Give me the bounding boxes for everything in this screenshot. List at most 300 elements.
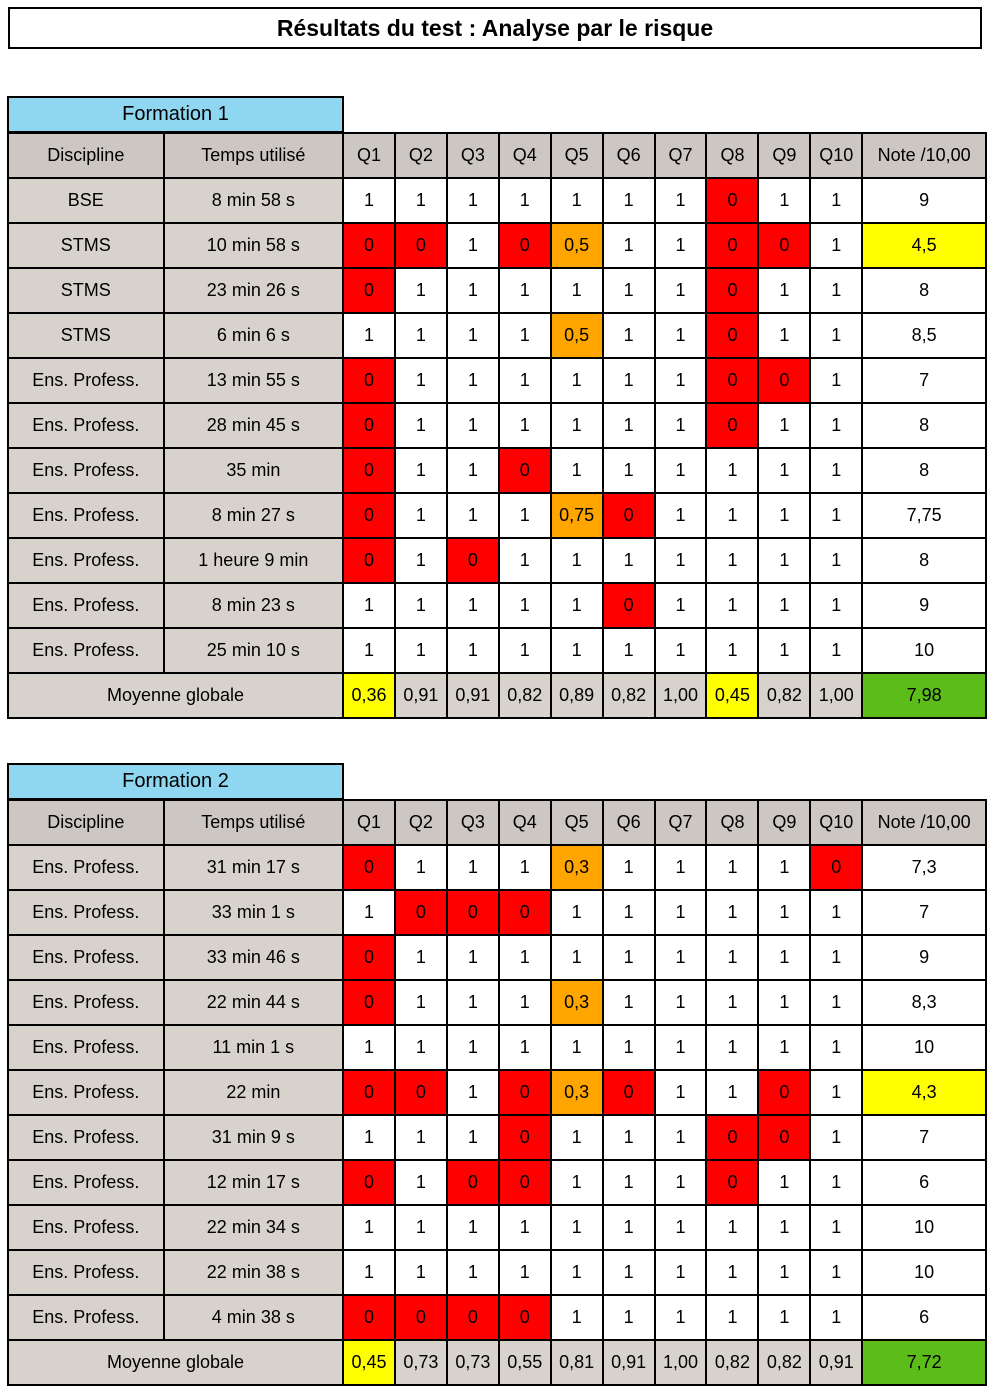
score-cell: 1: [758, 448, 810, 493]
score-cell: 1: [447, 1070, 499, 1115]
note-cell: 10: [862, 1205, 986, 1250]
score-cell: 0: [343, 358, 395, 403]
average-row: [8, 1340, 986, 1385]
table-row: [8, 628, 986, 673]
score-cell: 1: [343, 583, 395, 628]
score-cell: 1: [499, 178, 551, 223]
discipline-cell: STMS: [8, 223, 164, 268]
table-row: [8, 538, 986, 583]
average-value: 0,82: [603, 673, 655, 718]
score-cell: 1: [447, 845, 499, 890]
score-cell: 1: [810, 1295, 862, 1340]
table-row: [8, 890, 986, 935]
discipline-cell: Ens. Profess.: [8, 538, 164, 583]
score-cell: 0: [395, 890, 447, 935]
score-cell: 1: [551, 1115, 603, 1160]
score-cell: 1: [706, 845, 758, 890]
formation-label: Formation 2: [7, 763, 344, 800]
score-cell: 1: [447, 980, 499, 1025]
table-row: [8, 223, 986, 268]
note-cell: 10: [862, 1025, 986, 1070]
score-cell: 1: [447, 223, 499, 268]
table-row: [8, 493, 986, 538]
discipline-cell: STMS: [8, 268, 164, 313]
table-row: [8, 1070, 986, 1115]
average-label: Moyenne globale: [8, 673, 343, 718]
score-cell: 1: [810, 448, 862, 493]
column-header: Q5: [551, 133, 603, 178]
score-cell: 1: [603, 1250, 655, 1295]
score-cell: 1: [603, 628, 655, 673]
score-cell: 1: [551, 1205, 603, 1250]
score-cell: 1: [655, 980, 707, 1025]
score-cell: 1: [447, 268, 499, 313]
score-cell: 0: [706, 358, 758, 403]
score-cell: 1: [655, 1070, 707, 1115]
score-cell: 1: [447, 448, 499, 493]
score-cell: 1: [810, 1115, 862, 1160]
average-value: 1,00: [655, 1340, 707, 1385]
score-cell: 1: [810, 583, 862, 628]
time-cell: 8 min 23 s: [164, 583, 343, 628]
score-cell: 0: [758, 358, 810, 403]
score-cell: 1: [343, 313, 395, 358]
score-cell: 0: [447, 1160, 499, 1205]
score-cell: 0: [343, 223, 395, 268]
score-cell: 1: [655, 493, 707, 538]
score-cell: 1: [706, 583, 758, 628]
score-cell: 0: [706, 313, 758, 358]
time-cell: 33 min 1 s: [164, 890, 343, 935]
score-cell: 1: [810, 268, 862, 313]
note-cell: 8,5: [862, 313, 986, 358]
score-cell: 1: [758, 1250, 810, 1295]
score-cell: 0: [499, 1070, 551, 1115]
note-cell: 8,3: [862, 980, 986, 1025]
score-cell: 0: [395, 1070, 447, 1115]
discipline-cell: Ens. Profess.: [8, 890, 164, 935]
score-cell: 0: [343, 935, 395, 980]
score-cell: 1: [551, 935, 603, 980]
score-cell: 1: [758, 980, 810, 1025]
score-cell: 1: [655, 583, 707, 628]
score-cell: 0: [395, 223, 447, 268]
score-cell: 0,75: [551, 493, 603, 538]
results-table: [7, 799, 987, 1386]
table-row: [8, 1295, 986, 1340]
score-cell: 1: [499, 313, 551, 358]
table-row: [8, 358, 986, 403]
score-cell: 1: [810, 493, 862, 538]
score-cell: 1: [706, 1025, 758, 1070]
score-cell: 1: [395, 1025, 447, 1070]
average-value: 0,73: [395, 1340, 447, 1385]
note-cell: 8: [862, 268, 986, 313]
note-cell: 8: [862, 403, 986, 448]
note-cell: 7,3: [862, 845, 986, 890]
score-cell: 1: [655, 1250, 707, 1295]
column-header: Temps utilisé: [164, 133, 343, 178]
score-cell: 0: [706, 1160, 758, 1205]
score-cell: 1: [395, 935, 447, 980]
score-cell: 1: [758, 1295, 810, 1340]
score-cell: 1: [447, 1025, 499, 1070]
note-cell: 10: [862, 1250, 986, 1295]
score-cell: 1: [655, 628, 707, 673]
column-header: Discipline: [8, 133, 164, 178]
discipline-cell: Ens. Profess.: [8, 845, 164, 890]
score-cell: 1: [810, 313, 862, 358]
score-cell: 1: [706, 935, 758, 980]
score-cell: 1: [603, 178, 655, 223]
score-cell: 1: [499, 845, 551, 890]
score-cell: 1: [758, 583, 810, 628]
column-header: Q6: [603, 800, 655, 845]
discipline-cell: Ens. Profess.: [8, 980, 164, 1025]
score-cell: 1: [758, 1025, 810, 1070]
score-cell: 1: [603, 935, 655, 980]
score-cell: 1: [706, 980, 758, 1025]
time-cell: 25 min 10 s: [164, 628, 343, 673]
table-row: [8, 980, 986, 1025]
score-cell: 1: [758, 268, 810, 313]
table-row: [8, 1115, 986, 1160]
note-cell: 6: [862, 1160, 986, 1205]
score-cell: 1: [343, 1205, 395, 1250]
score-cell: 1: [655, 223, 707, 268]
score-cell: 1: [447, 313, 499, 358]
column-header: Q9: [758, 133, 810, 178]
time-cell: 31 min 17 s: [164, 845, 343, 890]
time-cell: 33 min 46 s: [164, 935, 343, 980]
discipline-cell: BSE: [8, 178, 164, 223]
time-cell: 13 min 55 s: [164, 358, 343, 403]
discipline-cell: Ens. Profess.: [8, 358, 164, 403]
score-cell: 0: [499, 1160, 551, 1205]
score-cell: 1: [603, 1160, 655, 1205]
note-cell: 7: [862, 1115, 986, 1160]
average-note: 7,72: [862, 1340, 986, 1385]
average-value: 0,81: [551, 1340, 603, 1385]
column-header: Discipline: [8, 800, 164, 845]
discipline-cell: Ens. Profess.: [8, 1250, 164, 1295]
results-table: [7, 132, 987, 719]
score-cell: 0: [810, 845, 862, 890]
time-cell: 11 min 1 s: [164, 1025, 343, 1070]
score-cell: 1: [706, 1295, 758, 1340]
average-note: 7,98: [862, 673, 986, 718]
score-cell: 0: [706, 1115, 758, 1160]
score-cell: 1: [343, 628, 395, 673]
average-value: 0,45: [343, 1340, 395, 1385]
average-value: 0,82: [758, 1340, 810, 1385]
score-cell: 1: [758, 1160, 810, 1205]
score-cell: 1: [603, 448, 655, 493]
score-cell: 0: [343, 1295, 395, 1340]
column-header: Q7: [655, 800, 707, 845]
discipline-cell: Ens. Profess.: [8, 1295, 164, 1340]
note-cell: 9: [862, 583, 986, 628]
score-cell: 1: [706, 628, 758, 673]
discipline-cell: Ens. Profess.: [8, 1160, 164, 1205]
score-cell: 1: [499, 1250, 551, 1295]
score-cell: 1: [447, 178, 499, 223]
score-cell: 0: [343, 403, 395, 448]
column-header: Q5: [551, 800, 603, 845]
score-cell: 1: [655, 1160, 707, 1205]
column-header: Note /10,00: [862, 133, 986, 178]
score-cell: 1: [447, 1115, 499, 1160]
score-cell: 1: [395, 313, 447, 358]
score-cell: 0: [395, 1295, 447, 1340]
score-cell: 1: [758, 845, 810, 890]
average-value: 0,89: [551, 673, 603, 718]
score-cell: 0: [343, 1160, 395, 1205]
score-cell: 1: [655, 358, 707, 403]
table-row: [8, 448, 986, 493]
score-cell: 1: [603, 1205, 655, 1250]
score-cell: 0: [603, 493, 655, 538]
note-cell: 7: [862, 890, 986, 935]
score-cell: 0: [343, 538, 395, 583]
table-row: [8, 845, 986, 890]
column-header: Q1: [343, 800, 395, 845]
header-row: [8, 800, 986, 845]
table-row: [8, 1250, 986, 1295]
score-cell: 1: [810, 980, 862, 1025]
discipline-cell: Ens. Profess.: [8, 403, 164, 448]
column-header: Q8: [706, 800, 758, 845]
time-cell: 23 min 26 s: [164, 268, 343, 313]
score-cell: 1: [603, 358, 655, 403]
discipline-cell: Ens. Profess.: [8, 1070, 164, 1115]
average-value: 0,91: [810, 1340, 862, 1385]
score-cell: 1: [603, 845, 655, 890]
column-header: Q2: [395, 133, 447, 178]
score-cell: 1: [603, 268, 655, 313]
time-cell: 35 min: [164, 448, 343, 493]
average-value: 0,91: [395, 673, 447, 718]
note-cell: 9: [862, 935, 986, 980]
score-cell: 1: [395, 1160, 447, 1205]
score-cell: 1: [551, 890, 603, 935]
score-cell: 0: [758, 1070, 810, 1115]
score-cell: 1: [655, 538, 707, 583]
score-cell: 0: [447, 890, 499, 935]
average-value: 0,55: [499, 1340, 551, 1385]
score-cell: 1: [395, 493, 447, 538]
note-cell: 7,75: [862, 493, 986, 538]
score-cell: 0: [499, 1295, 551, 1340]
score-cell: 1: [655, 935, 707, 980]
score-cell: 1: [706, 1250, 758, 1295]
column-header: Q6: [603, 133, 655, 178]
score-cell: 1: [810, 178, 862, 223]
score-cell: 1: [655, 1025, 707, 1070]
note-cell: 6: [862, 1295, 986, 1340]
score-cell: 0,3: [551, 980, 603, 1025]
score-cell: 1: [758, 890, 810, 935]
average-value: 0,45: [706, 673, 758, 718]
score-cell: 1: [499, 268, 551, 313]
score-cell: 0: [499, 223, 551, 268]
score-cell: 1: [499, 358, 551, 403]
score-cell: 1: [603, 1115, 655, 1160]
score-cell: 1: [395, 448, 447, 493]
score-cell: 1: [499, 493, 551, 538]
average-value: 0,36: [343, 673, 395, 718]
score-cell: 1: [551, 448, 603, 493]
score-cell: 1: [655, 845, 707, 890]
score-cell: 1: [343, 1250, 395, 1295]
header-row: [8, 133, 986, 178]
discipline-cell: STMS: [8, 313, 164, 358]
score-cell: 1: [395, 628, 447, 673]
score-cell: 1: [551, 268, 603, 313]
score-cell: 1: [810, 403, 862, 448]
score-cell: 1: [758, 403, 810, 448]
time-cell: 1 heure 9 min: [164, 538, 343, 583]
time-cell: 22 min 34 s: [164, 1205, 343, 1250]
score-cell: 1: [603, 538, 655, 583]
score-cell: 1: [706, 538, 758, 583]
score-cell: 0: [343, 448, 395, 493]
score-cell: 0: [499, 1115, 551, 1160]
score-cell: 1: [447, 403, 499, 448]
table-row: [8, 268, 986, 313]
score-cell: 1: [447, 493, 499, 538]
score-cell: 1: [395, 1205, 447, 1250]
score-cell: 1: [447, 358, 499, 403]
score-cell: 1: [655, 313, 707, 358]
column-header: Q3: [447, 800, 499, 845]
table-row: [8, 178, 986, 223]
score-cell: 0: [447, 538, 499, 583]
score-cell: 1: [395, 845, 447, 890]
score-cell: 1: [810, 1025, 862, 1070]
score-cell: 1: [810, 628, 862, 673]
score-cell: 1: [810, 935, 862, 980]
score-cell: 1: [810, 358, 862, 403]
column-header: Q7: [655, 133, 707, 178]
time-cell: 8 min 27 s: [164, 493, 343, 538]
score-cell: 1: [758, 493, 810, 538]
note-cell: 8: [862, 448, 986, 493]
score-cell: 0: [758, 1115, 810, 1160]
score-cell: 1: [395, 358, 447, 403]
score-cell: 1: [499, 538, 551, 583]
score-cell: 1: [447, 583, 499, 628]
score-cell: 1: [551, 1250, 603, 1295]
time-cell: 10 min 58 s: [164, 223, 343, 268]
average-row: [8, 673, 986, 718]
table-row: [8, 935, 986, 980]
average-value: 0,82: [758, 673, 810, 718]
score-cell: 1: [810, 890, 862, 935]
score-cell: 1: [758, 1205, 810, 1250]
time-cell: 12 min 17 s: [164, 1160, 343, 1205]
discipline-cell: Ens. Profess.: [8, 1115, 164, 1160]
score-cell: 0: [706, 223, 758, 268]
column-header: Q2: [395, 800, 447, 845]
column-header: Q1: [343, 133, 395, 178]
score-cell: 1: [758, 313, 810, 358]
score-cell: 1: [810, 1250, 862, 1295]
page-title: Résultats du test : Analyse par le risque: [8, 7, 982, 49]
score-cell: 1: [603, 1025, 655, 1070]
score-cell: 1: [655, 1295, 707, 1340]
average-value: 0,82: [706, 1340, 758, 1385]
score-cell: 1: [551, 628, 603, 673]
score-cell: 0: [758, 223, 810, 268]
score-cell: 1: [551, 1025, 603, 1070]
score-cell: 1: [551, 583, 603, 628]
formation-1-section: [7, 96, 987, 721]
column-header: Note /10,00: [862, 800, 986, 845]
score-cell: 1: [706, 448, 758, 493]
formation-label: Formation 1: [7, 96, 344, 133]
table-row: [8, 1025, 986, 1070]
score-cell: 1: [655, 890, 707, 935]
note-cell: 10: [862, 628, 986, 673]
time-cell: 22 min 38 s: [164, 1250, 343, 1295]
score-cell: 1: [706, 493, 758, 538]
table-row: [8, 583, 986, 628]
score-cell: 0: [343, 493, 395, 538]
note-cell: 4,3: [862, 1070, 986, 1115]
score-cell: 1: [810, 1070, 862, 1115]
time-cell: 8 min 58 s: [164, 178, 343, 223]
discipline-cell: Ens. Profess.: [8, 583, 164, 628]
time-cell: 4 min 38 s: [164, 1295, 343, 1340]
score-cell: 1: [810, 1160, 862, 1205]
score-cell: 1: [603, 403, 655, 448]
score-cell: 1: [706, 1070, 758, 1115]
score-cell: 0: [706, 403, 758, 448]
score-cell: 0,5: [551, 223, 603, 268]
score-cell: 0: [603, 1070, 655, 1115]
score-cell: 0,3: [551, 1070, 603, 1115]
score-cell: 1: [758, 178, 810, 223]
score-cell: 0: [499, 890, 551, 935]
score-cell: 0: [706, 178, 758, 223]
average-value: 0,82: [499, 673, 551, 718]
score-cell: 1: [758, 538, 810, 583]
column-header: Temps utilisé: [164, 800, 343, 845]
score-cell: 1: [551, 1295, 603, 1340]
score-cell: 0: [706, 268, 758, 313]
column-header: Q10: [810, 133, 862, 178]
score-cell: 0: [499, 448, 551, 493]
score-cell: 1: [499, 1205, 551, 1250]
score-cell: 1: [655, 403, 707, 448]
average-value: 0,91: [447, 673, 499, 718]
note-cell: 8: [862, 538, 986, 583]
time-cell: 31 min 9 s: [164, 1115, 343, 1160]
score-cell: 1: [810, 1205, 862, 1250]
score-cell: 0: [343, 980, 395, 1025]
score-cell: 0: [343, 268, 395, 313]
score-cell: 0,3: [551, 845, 603, 890]
score-cell: 1: [706, 1205, 758, 1250]
score-cell: 1: [655, 178, 707, 223]
score-cell: 0: [343, 1070, 395, 1115]
time-cell: 6 min 6 s: [164, 313, 343, 358]
score-cell: 1: [655, 448, 707, 493]
column-header: Q10: [810, 800, 862, 845]
score-cell: 1: [395, 268, 447, 313]
score-cell: 1: [447, 1205, 499, 1250]
